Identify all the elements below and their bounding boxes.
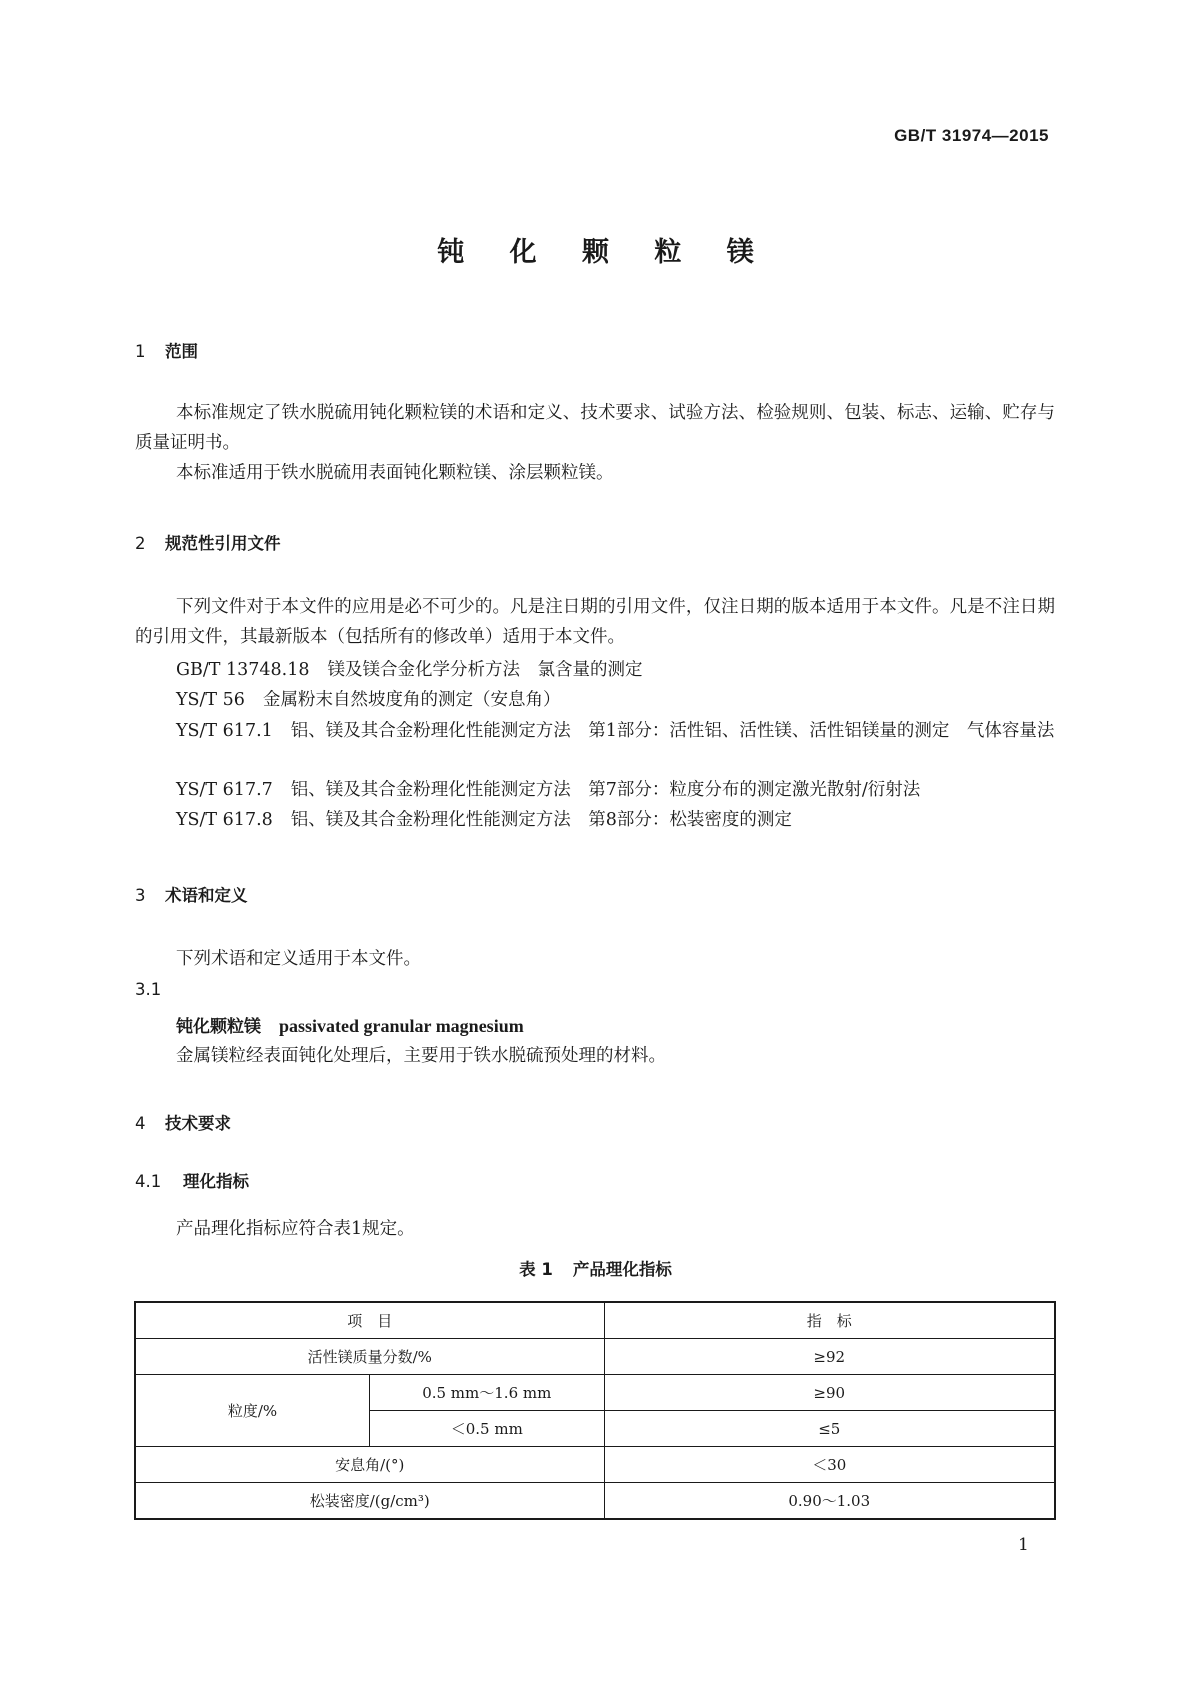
reference-title: 铝、镁及其合金粉理化性能测定方法 第8部分：松装密度的测定 [290,810,792,830]
table-row [135,1339,1055,1375]
table-caption-title: 产品理化指标 [572,1260,672,1279]
cell-item: 安息角/(°) [135,1447,604,1483]
header-item: 项 目 [135,1302,604,1339]
paragraph: 下列术语和定义适用于本文件。 [176,949,421,969]
cell-subitem: ＜0.5 mm [370,1411,605,1447]
cell-subitem: 0.5 mm～1.6 mm [370,1375,605,1411]
reference-title: 金属粉末自然坡度角的测定（安息角） [262,690,561,710]
section-number: 2 [135,534,146,553]
reference-line [135,716,1055,746]
paragraph: 本标准适用于铁水脱硫用表面钝化颗粒镁、涂层颗粒镁。 [176,463,614,483]
paragraph: 产品理化指标应符合表1规定。 [176,1219,415,1239]
term-chinese: 钝化颗粒镁 [176,1017,261,1037]
section-title: 术语和定义 [165,886,248,905]
section-4-heading [135,1110,231,1134]
reference-line [176,656,642,681]
subsection-title: 理化指标 [183,1172,249,1191]
reference-line [176,806,792,831]
term-entry [176,1012,524,1037]
reference-code: YS/T 56 [176,690,245,710]
page-number: 1 [1018,1535,1029,1555]
subsection-heading [135,1168,249,1192]
reference-code: GB/T 13748.18 [176,660,310,680]
spec-table [134,1301,1056,1520]
cell-value: ≥90 [604,1375,1055,1411]
table-caption [0,1256,1191,1280]
section-number: 4 [135,1114,146,1133]
reference-code: YS/T 617.1 [176,721,273,741]
document-title: 钝 化 颗 粒 镁 [437,237,772,268]
reference-line [176,776,920,801]
section-1-heading [135,338,198,362]
table-row [135,1483,1055,1520]
reference-title: 铝、镁及其合金粉理化性能测定方法 第1部分：活性铝、活性镁、活性铝镁量的测定 气体容量法 [290,721,1055,741]
standard-code: GB/T 31974—2015 [894,126,1049,145]
reference-code: YS/T 617.7 [176,780,273,800]
paragraph: 本标准规定了铁水脱硫用钝化颗粒镁的术语和定义、技术要求、试验方法、检验规则、包装、标志、运输、贮存与质量证明书。 [135,403,1055,453]
section-3-heading [135,882,248,906]
reference-title: 镁及镁合金化学分析方法 氯含量的测定 [327,660,643,680]
section-title: 规范性引用文件 [165,534,281,553]
cell-value: ＜30 [604,1447,1055,1483]
term-definition: 金属镁粒经表面钝化处理后，主要用于铁水脱硫预处理的材料。 [176,1046,666,1066]
term-number: 3.1 [135,980,162,999]
table-row [135,1447,1055,1483]
section-2-heading [135,530,281,554]
reference-line [176,686,560,711]
header-value: 指 标 [604,1302,1055,1339]
table-row [135,1375,1055,1411]
table-header-row [135,1302,1055,1339]
cell-item: 松装密度/(g/cm³) [135,1483,604,1520]
subsection-number: 4.1 [135,1172,162,1191]
section-number: 3 [135,886,146,905]
paragraph: 下列文件对于本文件的应用是必不可少的。凡是注日期的引用文件，仅注日期的版本适用于本文件。凡是不注日期的引用文件，其最新版本（包括所有的修改单）适用于本文件。 [135,597,1055,647]
cell-item: 粒度/% [135,1375,370,1447]
section-title: 范围 [165,342,198,361]
cell-value: ≤5 [604,1411,1055,1447]
term-english: passivated granular magnesium [279,1016,524,1036]
cell-item: 活性镁质量分数/% [135,1339,604,1375]
cell-value: 0.90～1.03 [604,1483,1055,1520]
table-caption-number: 表 1 [519,1260,553,1279]
reference-code: YS/T 617.8 [176,810,273,830]
cell-value: ≥92 [604,1339,1055,1375]
section-title: 技术要求 [165,1114,231,1133]
reference-title: 铝、镁及其合金粉理化性能测定方法 第7部分：粒度分布的测定激光散射/衍射法 [290,780,921,800]
section-number: 1 [135,342,146,361]
